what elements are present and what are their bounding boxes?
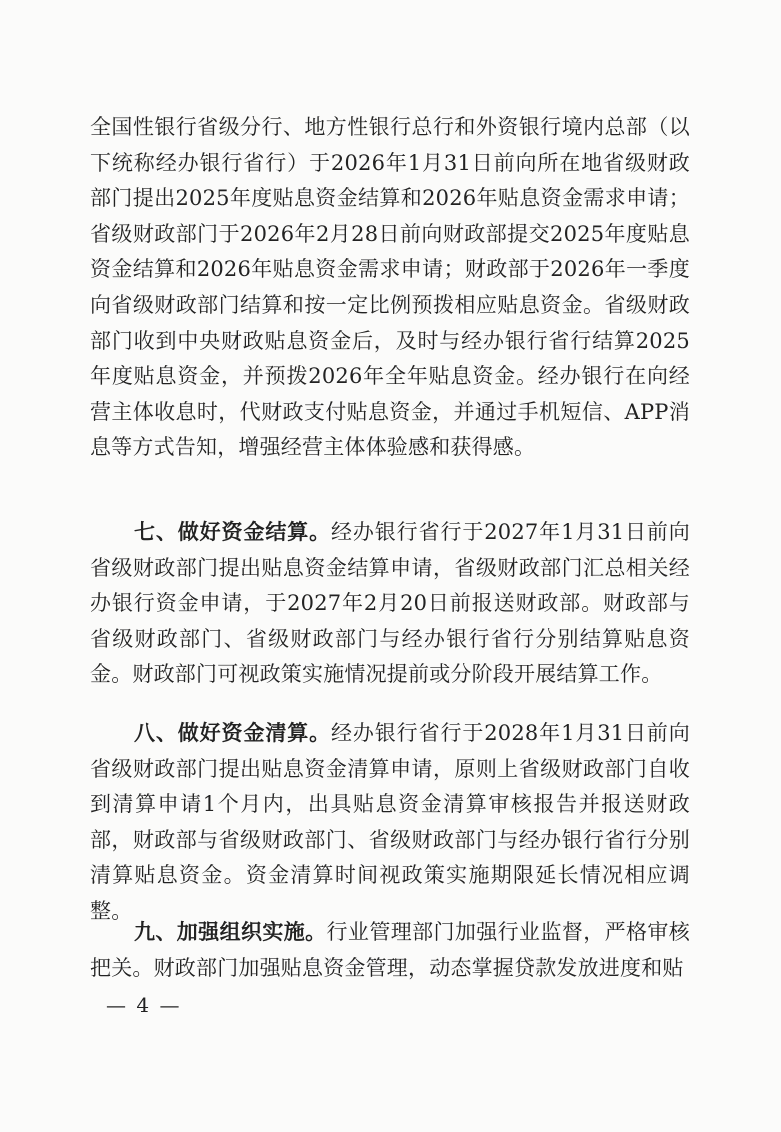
section-heading: 七、做好资金结算。 (134, 520, 332, 544)
paragraph-text: 经办银行省行于2028年1月31日前向省级财政部门提出贴息资金清算申请，原则上省级财政部门自收到清算申请1个月内，出具贴息资金清算审核报告并报送财政部，财政部与省级财政部门、省级财政部门与经办银行省行分别清算贴息资金。资金清算时间视政策实施期限延长情况相应调整。 (90, 721, 690, 923)
paragraph-section-7 (90, 515, 690, 693)
paragraph-section-8 (90, 716, 690, 930)
paragraph-section-9 (90, 915, 690, 986)
paragraph-text: 全国性银行省级分行、地方性银行总行和外资银行境内总部（以下统称经办银行省行）于2026年1月31日前向所在地省级财政部门提出2025年度贴息资金结算和2026年贴息资金需求申请；省级财政部门于2026年2月28日前向财政部提交2025年度贴息资金结算和2026年贴息资金需求申请；财政部于2026年一季度向省级财政部门结算和按一定比例预拨相应贴息资金。省级财政部门收到中央财政贴息资金后，及时与经办银行省行结算2025年度贴息资金，并预拨2026年全年贴息资金。经办银行在向经营主体收息时，代财政支付贴息资金，并通过手机短信、APP消息等方式告知，增强经营主体体验感和获得感。 (90, 115, 690, 460)
page-number: — 4 — (106, 993, 182, 1017)
paragraph-continuation (90, 110, 690, 466)
paragraph-text: 行业管理部门加强行业监督，严格审核把关。财政部门加强贴息资金管理，动态掌握贷款发放进度和贴 (90, 920, 690, 980)
section-heading: 九、加强组织实施。 (134, 920, 327, 944)
section-heading: 八、做好资金清算。 (134, 721, 332, 745)
paragraph-text: 经办银行省行于2027年1月31日前向省级财政部门提出贴息资金结算申请，省级财政部门汇总相关经办银行资金申请，于2027年2月20日前报送财政部。财政部与省级财政部门、省级财政部门与经办银行省行分别结算贴息资金。财政部门可视政策实施情况提前或分阶段开展结算工作。 (90, 520, 690, 687)
